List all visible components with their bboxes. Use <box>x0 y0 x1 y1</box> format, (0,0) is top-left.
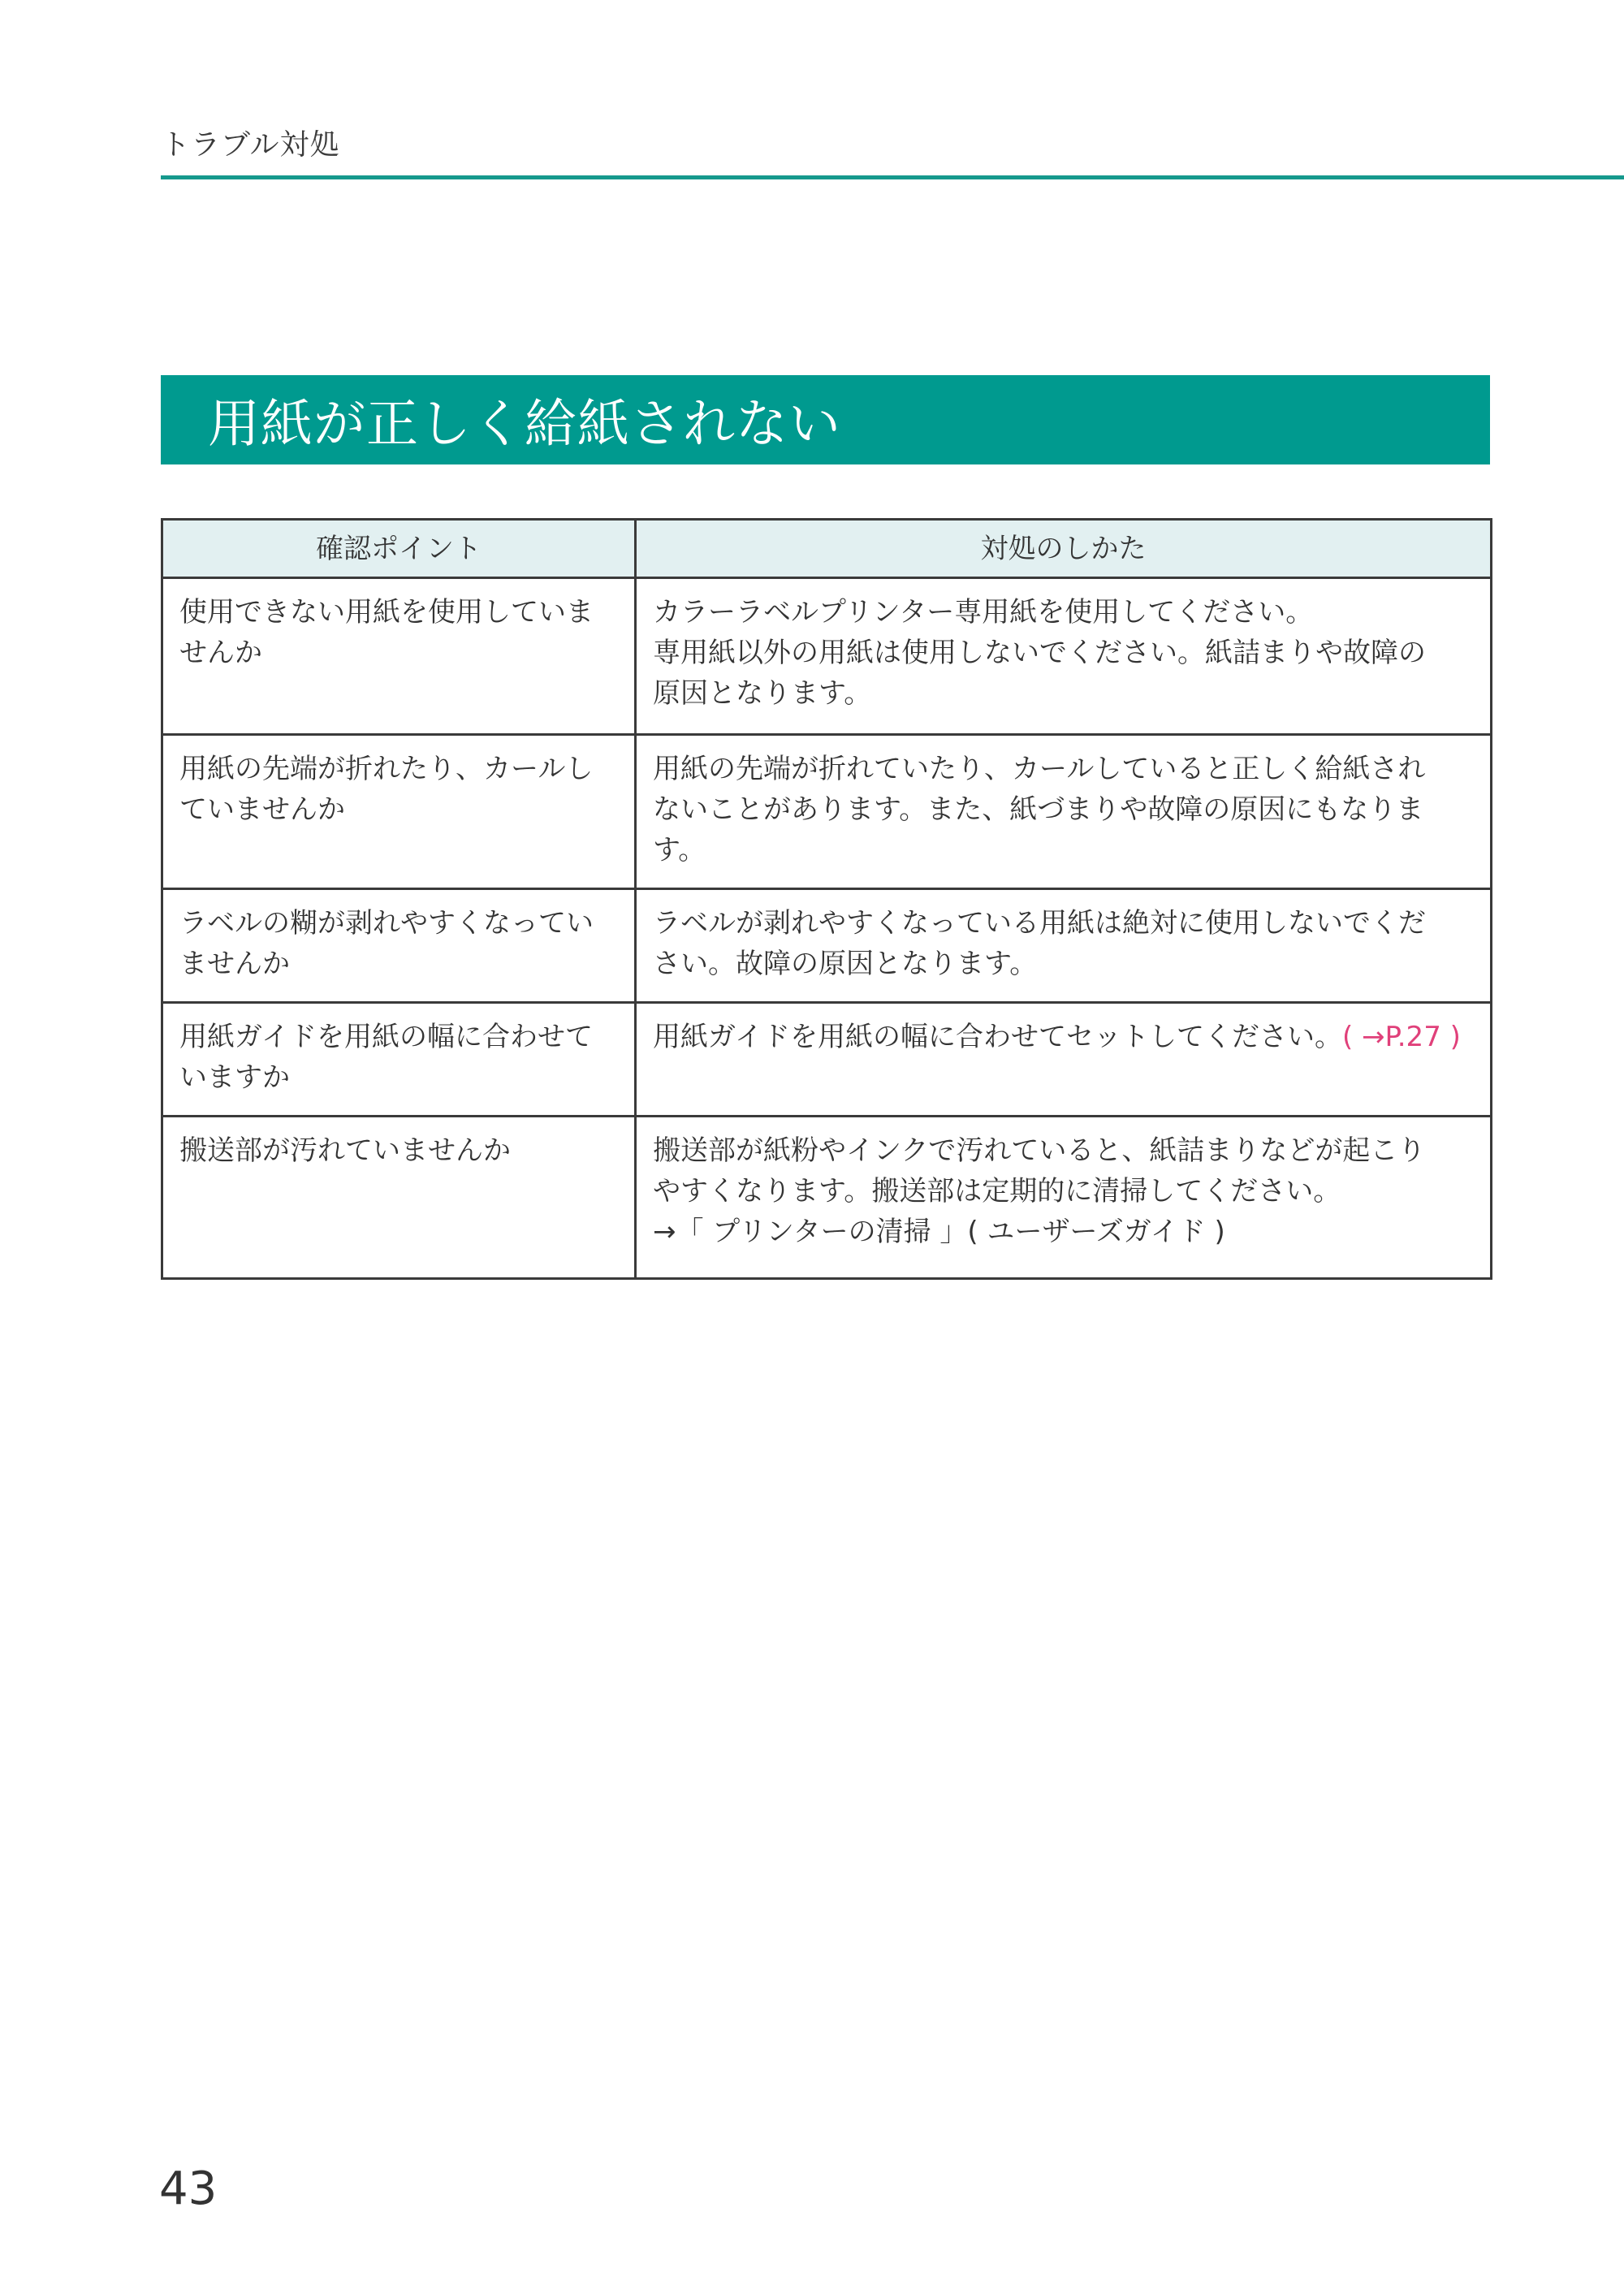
action-line: ラベルが剥れやすくなっている用紙は絶対に使用しないでくだ <box>653 907 1426 940</box>
check-cell <box>162 1003 636 1117</box>
page-reference-link[interactable]: ( →P.27 ) <box>1341 1021 1461 1053</box>
table-header-row <box>162 520 1492 578</box>
action-cell <box>636 1117 1492 1279</box>
check-cell <box>162 735 636 889</box>
check-line: いますか <box>179 1061 290 1094</box>
check-line: ませんか <box>179 948 290 980</box>
action-line: 用紙の先端が折れていたり、カールしていると正しく給紙され <box>653 753 1426 785</box>
check-line: 使用できない用紙を使用していま <box>179 596 594 629</box>
check-cell <box>162 1117 636 1279</box>
table-row <box>162 1003 1492 1117</box>
column-header-check: 確認ポイント <box>162 520 636 578</box>
action-line: す。 <box>653 834 706 866</box>
action-line: ないことがあります。また、紙づまりや故障の原因にもなりま <box>653 793 1424 826</box>
section-banner <box>161 375 1490 464</box>
table-row <box>162 578 1492 735</box>
check-cell <box>162 889 636 1003</box>
action-text: 用紙ガイドを用紙の幅に合わせてセットしてください。 <box>653 1021 1342 1053</box>
page-number: 43 <box>159 2162 218 2215</box>
check-line: せんか <box>179 637 262 669</box>
action-cell <box>636 1003 1492 1117</box>
table-row <box>162 735 1492 889</box>
action-line: やすくなります。搬送部は定期的に清掃してください。 <box>653 1175 1341 1207</box>
action-line: カラーラベルプリンター専用紙を使用してください。 <box>653 596 1314 629</box>
check-line: 搬送部が汚れていませんか <box>179 1134 511 1167</box>
check-cell <box>162 578 636 735</box>
action-line <box>653 1017 1474 1057</box>
check-line: ていませんか <box>179 793 345 826</box>
header-rule <box>161 175 1624 179</box>
check-line: ラベルの糊が剥れやすくなってい <box>179 907 594 940</box>
table-row <box>162 889 1492 1003</box>
table-row <box>162 1117 1492 1279</box>
action-line: 搬送部が紙粉やインクで汚れていると、紙詰まりなどが起こり <box>653 1134 1426 1167</box>
action-cell <box>636 735 1492 889</box>
action-line: 原因となります。 <box>653 677 872 710</box>
action-line: 専用紙以外の用紙は使用しないでください。紙詰まりや故障の <box>653 637 1426 669</box>
running-header: トラブル対処 <box>161 128 340 162</box>
action-cell <box>636 889 1492 1003</box>
column-header-action: 対処のしかた <box>636 520 1492 578</box>
check-line: 用紙の先端が折れたり、カールし <box>179 753 594 785</box>
troubleshooting-table <box>161 518 1492 1280</box>
action-line: →「 プリンターの清掃 」( ユーザーズガイド ) <box>653 1216 1225 1248</box>
section-title: 用紙が正しく給紙されない <box>208 395 841 455</box>
check-line: 用紙ガイドを用紙の幅に合わせて <box>179 1021 593 1053</box>
action-cell <box>636 578 1492 735</box>
action-line: さい。故障の原因となります。 <box>653 948 1038 980</box>
